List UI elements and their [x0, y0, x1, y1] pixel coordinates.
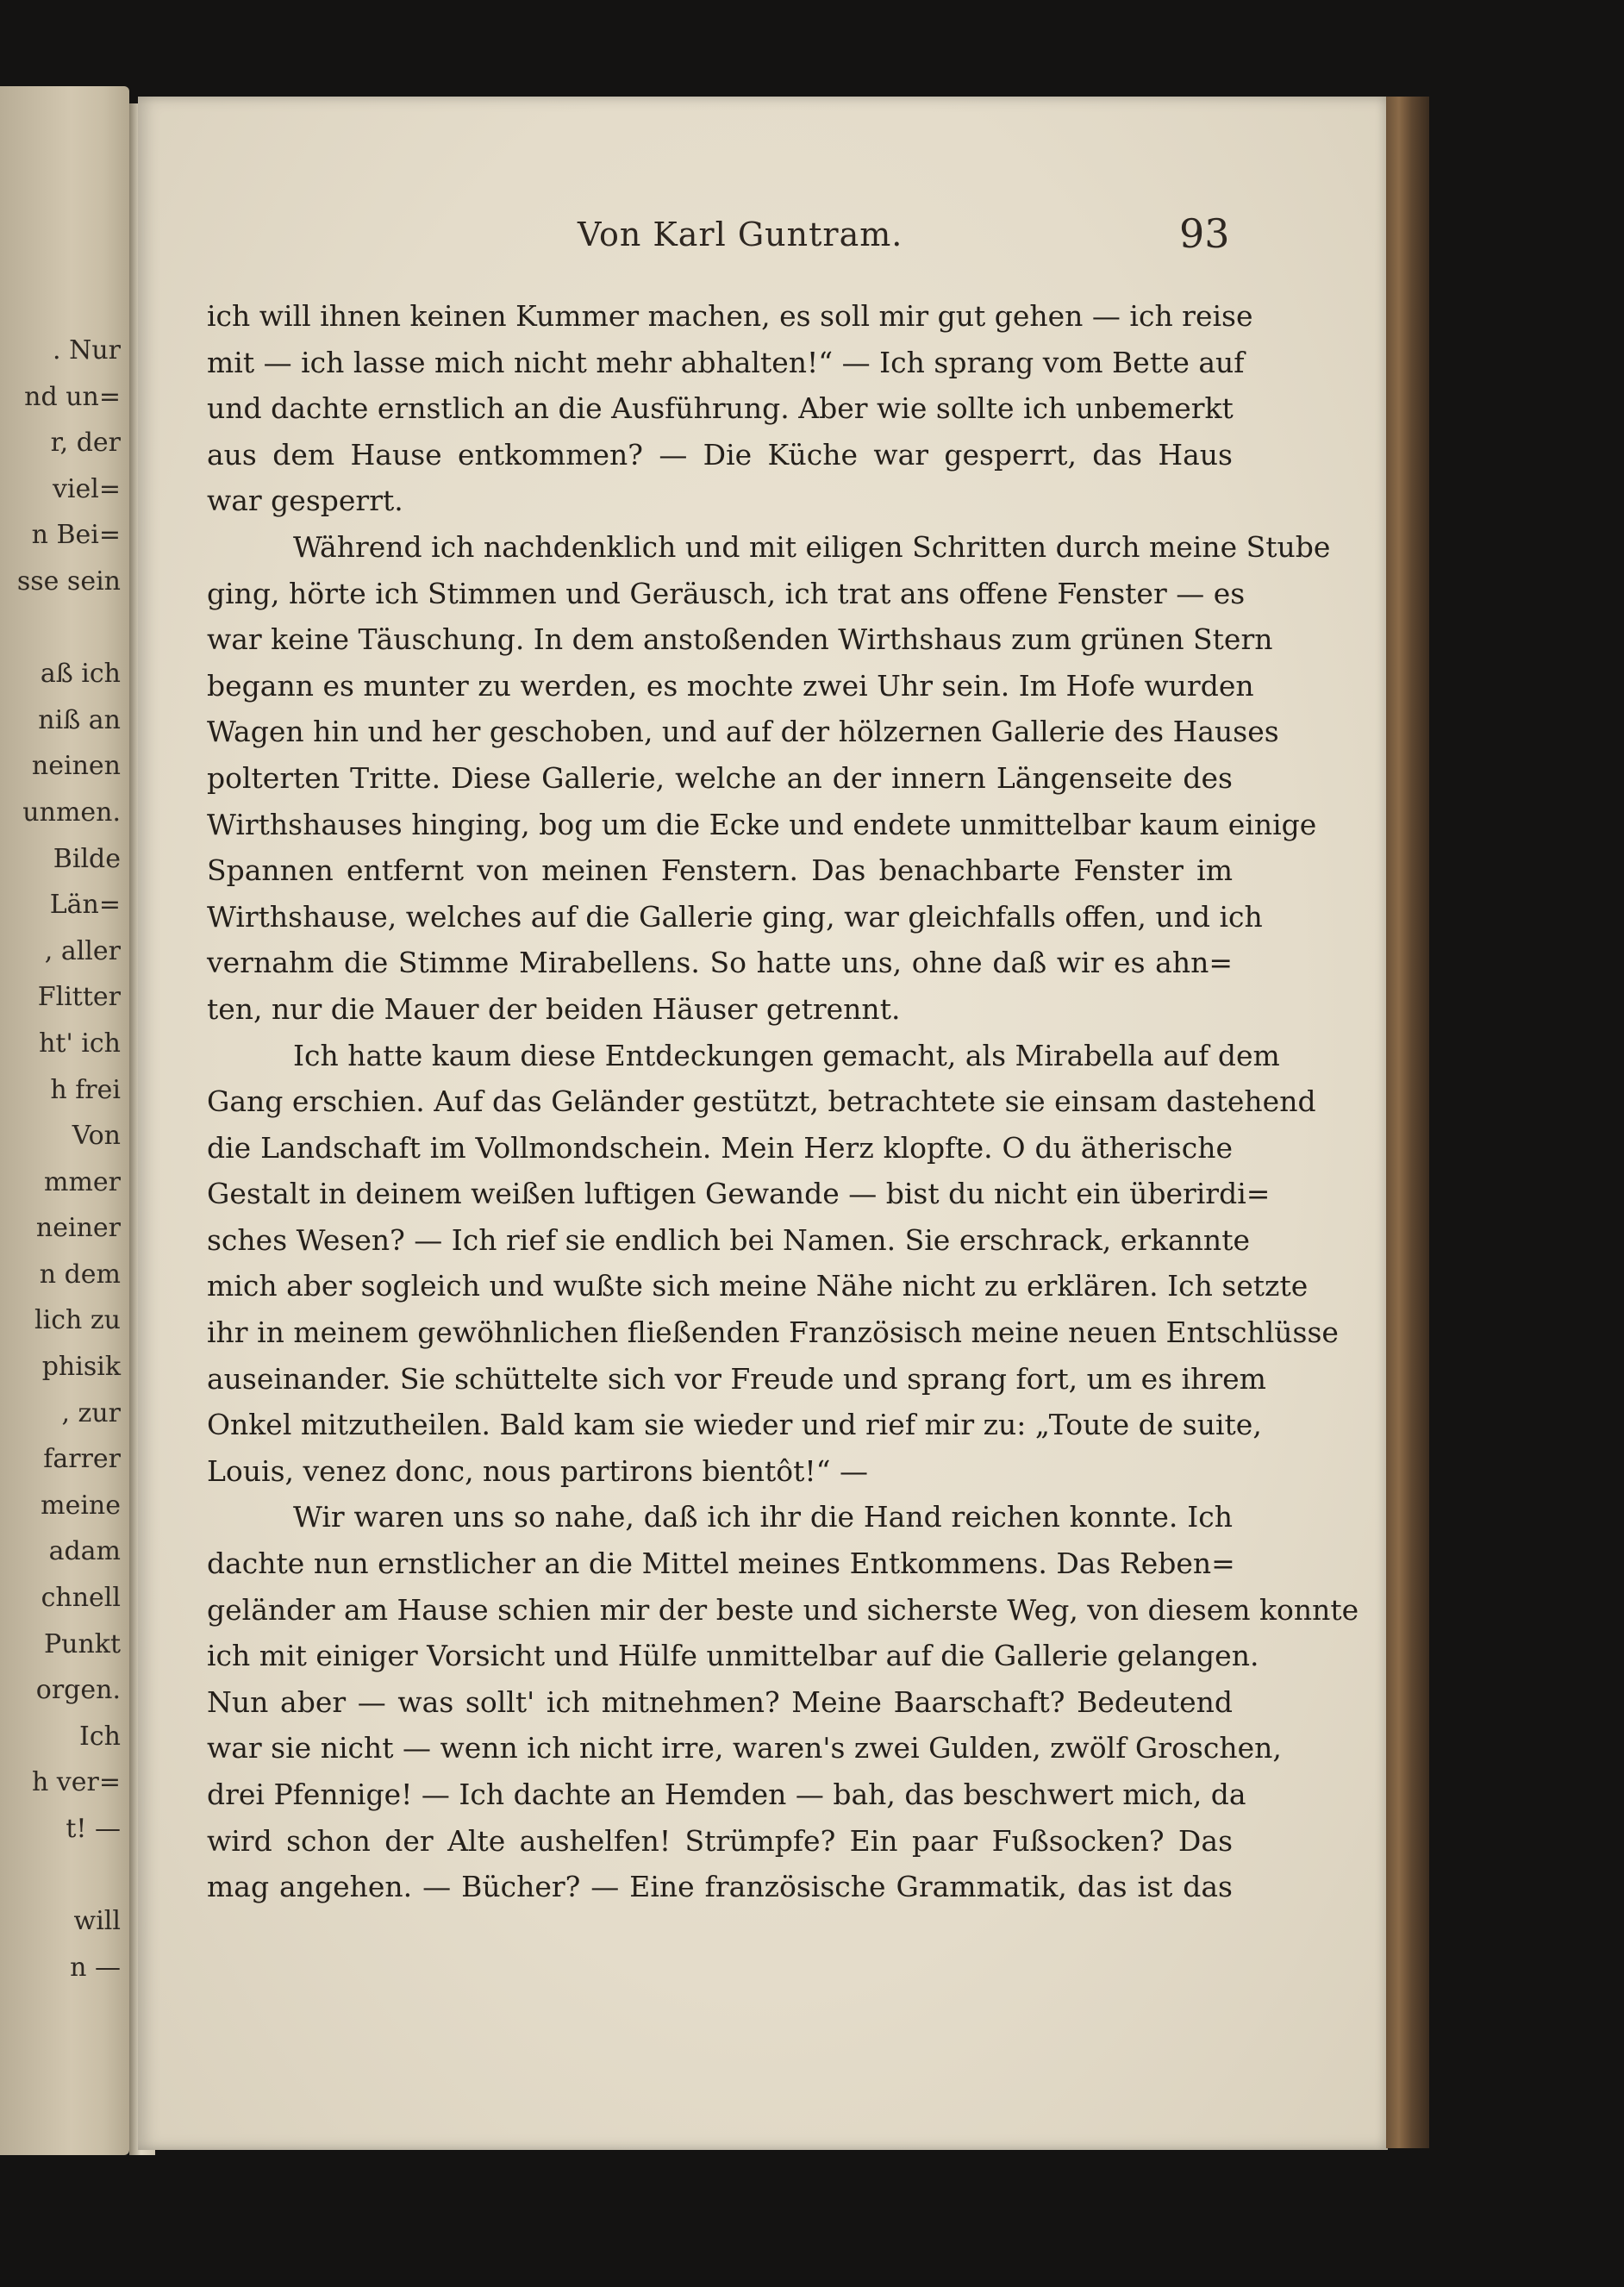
text-line: begann es munter zu werden, es mochte zwei Uhr sein. Im Hofe wurden: [207, 668, 1254, 703]
left-page-fragment: meine: [41, 1490, 121, 1521]
text-line: mich aber sogleich und wußte sich meine Nähe nicht zu erklären. Ich setzte: [207, 1269, 1309, 1303]
left-page-fragment: n Bei=: [31, 520, 121, 551]
left-page-fragment: , aller: [44, 935, 121, 966]
left-page-fragment: phisik: [41, 1352, 121, 1383]
text-line: Spannen entfernt von meinen Fenstern. Das benachbarte Fenster im: [207, 853, 1233, 888]
text-line: und dachte ernstlich an die Ausführung. Aber wie sollte ich unbemerkt: [207, 391, 1234, 426]
left-page-fragment: aß ich: [40, 659, 121, 690]
text-line: Wir waren uns so nahe, daß ich ihr die Hand reichen konnte. Ich: [293, 1500, 1233, 1534]
left-page-fragment: h ver=: [31, 1767, 121, 1798]
left-page-fragment: neinen: [31, 751, 121, 782]
left-page-fragment: Von: [72, 1121, 121, 1152]
left-page-fragment: chnell: [41, 1583, 121, 1614]
left-page-fragment: Län=: [49, 890, 121, 921]
text-line: war sie nicht — wenn ich nicht irre, waren's zwei Gulden, zwölf Groschen,: [207, 1731, 1282, 1765]
left-page-fragment: ht' ich: [39, 1028, 121, 1059]
text-line: ten, nur die Mauer der beiden Häuser getrennt.: [207, 991, 901, 1026]
text-line: Onkel mitzutheilen. Bald kam sie wieder und rief mir zu: „Toute de suite,: [207, 1408, 1262, 1442]
left-page-fragment: Flitter: [37, 982, 121, 1013]
left-page-fragment: Bilde: [53, 843, 121, 874]
left-page-fragment: [0, 1853, 121, 1899]
left-page: [0, 86, 129, 2155]
text-line: Wagen hin und her geschoben, und auf der hölzernen Gallerie des Hauses: [207, 715, 1279, 749]
running-head-title: Von Karl Guntram.: [578, 216, 903, 253]
body-text: [207, 293, 1359, 1910]
left-page-fragment: t! —: [66, 1814, 121, 1844]
text-line: die Landschaft im Vollmondschein. Mein Herz klopfte. O du ätherische: [207, 1130, 1233, 1165]
left-page-fragment: adam: [48, 1536, 121, 1567]
text-line: Gang erschien. Auf das Geländer gestützt, betrachtete sie einsam dastehend: [207, 1084, 1316, 1119]
text-line: Ich hatte kaum diese Entdeckungen gemacht, als Mirabella auf dem: [293, 1038, 1280, 1072]
book-cover-edge: [1386, 97, 1429, 2148]
left-page-fragment: n —: [70, 1952, 121, 1983]
text-line: ich will ihnen keinen Kummer machen, es soll mir gut gehen — ich reise: [207, 299, 1253, 333]
text-line: Während ich nachdenklich und mit eiligen Schritten durch meine Stube: [293, 529, 1331, 564]
left-page-fragment: viel=: [52, 473, 121, 504]
text-line: ich mit einiger Vorsicht und Hülfe unmittelbar auf die Gallerie gelangen.: [207, 1639, 1259, 1673]
left-page-fragment: r, der: [50, 428, 121, 459]
text-line: sches Wesen? — Ich rief sie endlich bei Namen. Sie erschrack, erkannte: [207, 1222, 1250, 1257]
text-line: auseinander. Sie schüttelte sich vor Freude und sprang fort, um es ihrem: [207, 1361, 1266, 1396]
text-line: vernahm die Stimme Mirabellens. So hatte uns, ohne daß wir es ahn=: [207, 946, 1233, 980]
text-line: polterten Tritte. Diese Gallerie, welche an der innern Längenseite des: [207, 760, 1233, 795]
text-line: Gestalt in deinem weißen luftigen Gewande — bist du nicht ein überirdi=: [207, 1177, 1271, 1211]
text-line: mit — ich lasse mich nicht mehr abhalten!“ — Ich sprang vom Bette auf: [207, 345, 1245, 379]
left-page-fragment: mmer: [44, 1166, 121, 1197]
text-line: wird schon der Alte aushelfen! Strümpfe? Ein paar Fußsocken? Das: [207, 1823, 1233, 1858]
text-line: Wirthshauses hinging, bog um die Ecke und endete unmittelbar kaum einige: [207, 807, 1317, 841]
left-page-fragment: , zur: [61, 1397, 121, 1428]
text-line: ging, hörte ich Stimmen und Geräusch, ich trat ans offene Fenster — es: [207, 576, 1246, 610]
text-line: mag angehen. — Bücher? — Eine französische Grammatik, das ist das: [207, 1870, 1233, 1904]
text-line: Nun aber — was sollt' ich mitnehmen? Meine Baarschaft? Bedeutend: [207, 1684, 1233, 1719]
text-line: aus dem Hause entkommen? — Die Küche war gesperrt, das Haus: [207, 437, 1233, 472]
running-head: [431, 210, 1405, 267]
text-line: Louis, venez donc, nous partirons bientôt!“ —: [207, 1453, 869, 1488]
left-page-fragment: unmen.: [22, 797, 121, 828]
left-page-fragment: . Nur: [53, 335, 121, 366]
text-line: war gesperrt.: [207, 484, 403, 518]
text-line: dachte nun ernstlicher an die Mittel meines Entkommens. Das Reben=: [207, 1547, 1235, 1581]
left-page-fragment: n dem: [39, 1259, 121, 1290]
text-line: war keine Täuschung. In dem anstoßenden Wirthshaus zum grünen Stern: [207, 622, 1273, 657]
left-page-fragment: h frei: [50, 1074, 121, 1105]
left-page-fragment: nd un=: [24, 381, 121, 412]
text-line: Wirthshause, welches auf die Gallerie ging, war gleichfalls offen, und ich: [207, 899, 1263, 934]
left-page-text-fragments: [0, 328, 121, 1990]
left-page-fragment: orgen.: [35, 1675, 121, 1706]
left-page-fragment: will: [73, 1906, 121, 1937]
left-page-fragment: Punkt: [43, 1628, 121, 1659]
left-page-fragment: [0, 605, 121, 652]
left-page-fragment: neiner: [35, 1213, 121, 1244]
left-page-fragment: lich zu: [34, 1305, 121, 1336]
text-line: geländer am Hause schien mir der beste und sicherste Weg, von diesem konnte: [207, 1592, 1359, 1627]
left-page-fragment: niß an: [38, 704, 121, 735]
left-page-fragment: farrer: [43, 1444, 121, 1475]
text-line: drei Pfennige! — Ich dachte an Hemden — bah, das beschwert mich, da: [207, 1778, 1246, 1811]
page-number: 93: [1179, 210, 1230, 257]
left-page-fragment: sse sein: [16, 566, 121, 597]
left-page-fragment: Ich: [79, 1721, 121, 1752]
text-line: ihr in meinem gewöhnlichen fließenden Französisch meine neuen Entschlüsse: [207, 1315, 1339, 1350]
